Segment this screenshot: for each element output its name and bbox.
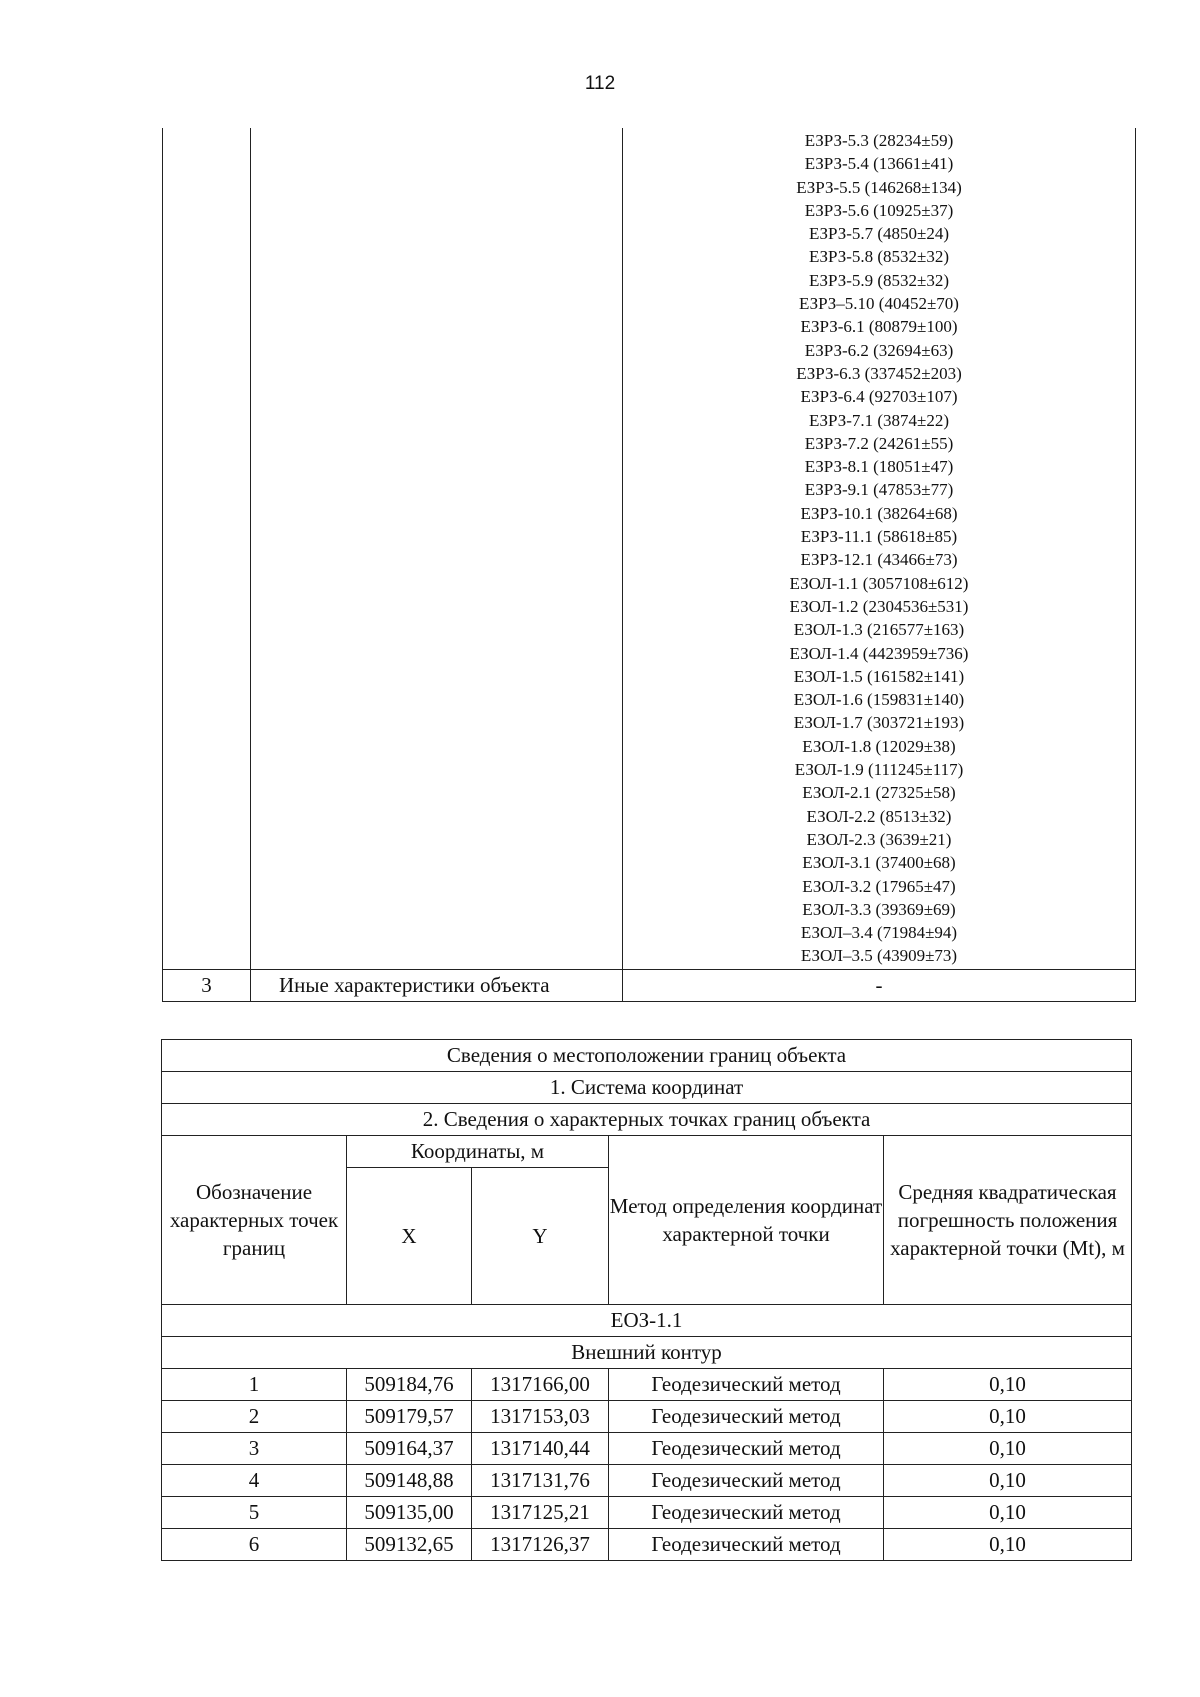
zone-entry: ЕЗРЗ-7.2 (24261±55)	[804, 433, 954, 453]
method-cell: Геодезический метод	[609, 1433, 884, 1465]
y-coordinate-cell: 1317140,44	[472, 1433, 609, 1465]
x-column-header: X	[347, 1168, 472, 1305]
characteristics-table	[162, 128, 1136, 1002]
contour-label: Внешний контур	[162, 1337, 1132, 1369]
zone-entry: ЕЗОЛ-2.3 (3639±21)	[806, 829, 952, 849]
error-cell: 0,10	[884, 1465, 1132, 1497]
method-cell: Геодезический метод	[609, 1497, 884, 1529]
y-column-header: Y	[472, 1168, 609, 1305]
zone-entry: ЕЗРЗ-7.1 (3874±22)	[808, 410, 950, 430]
boundary-table	[161, 1039, 1132, 1561]
zone-entry: ЕЗРЗ-5.6 (10925±37)	[804, 200, 954, 220]
y-coordinate-cell: 1317131,76	[472, 1465, 609, 1497]
zone-entry: ЕЗРЗ-5.5 (146268±134)	[796, 177, 962, 197]
zone-entry: ЕЗОЛ-1.5 (161582±141)	[793, 666, 965, 686]
x-coordinate-cell: 509135,00	[347, 1497, 472, 1529]
zones-list-cell	[623, 128, 1136, 969]
table-row	[162, 1433, 1132, 1465]
other-characteristics-row	[163, 969, 1136, 1001]
zone-entry: ЕЗОЛ–3.5 (43909±73)	[800, 946, 958, 966]
x-coordinate-cell: 509184,76	[347, 1369, 472, 1401]
error-cell: 0,10	[884, 1529, 1132, 1561]
zones-row-name-cell	[251, 128, 623, 969]
method-cell: Геодезический метод	[609, 1529, 884, 1561]
point-number-cell: 5	[162, 1497, 347, 1529]
table-row	[162, 1529, 1132, 1561]
zone-entry: ЕЗОЛ-2.1 (27325±58)	[802, 783, 956, 803]
x-coordinate-cell: 509132,65	[347, 1529, 472, 1561]
object-label: ЕОЗ-1.1	[162, 1305, 1132, 1337]
x-coordinate-cell: 509148,88	[347, 1465, 472, 1497]
characteristic-points-heading: 2. Сведения о характерных точках границ объекта	[162, 1104, 1132, 1136]
zone-entry: ЕЗОЛ-1.1 (3057108±612)	[789, 573, 969, 593]
points-column-header: Обозначение характерных точек границ	[162, 1136, 347, 1305]
zone-entry: ЕЗРЗ-9.1 (47853±77)	[804, 480, 954, 500]
table-row	[162, 1369, 1132, 1401]
zone-entry: ЕЗРЗ-5.7 (4850±24)	[808, 224, 950, 244]
zone-entry: ЕЗОЛ–3.4 (71984±94)	[800, 923, 958, 943]
zone-entry: ЕЗОЛ-3.1 (37400±68)	[802, 853, 956, 873]
point-number-cell: 1	[162, 1369, 347, 1401]
row-label: Иные характеристики объекта	[251, 969, 623, 1001]
method-cell: Геодезический метод	[609, 1401, 884, 1433]
zone-entry: ЕЗОЛ-1.7 (303721±193)	[793, 713, 965, 733]
zone-entry: ЕЗРЗ-12.1 (43466±73)	[800, 550, 958, 570]
zones-list	[623, 129, 1135, 968]
zone-entry: ЕЗРЗ-5.3 (28234±59)	[804, 131, 954, 150]
table-row	[162, 1465, 1132, 1497]
method-cell: Геодезический метод	[609, 1465, 884, 1497]
zone-entry: ЕЗОЛ-1.2 (2304536±531)	[789, 596, 969, 616]
page-number: 112	[584, 73, 616, 94]
method-column-header: Метод определения координат характерной точки	[609, 1136, 884, 1305]
error-cell: 0,10	[884, 1433, 1132, 1465]
y-coordinate-cell: 1317125,21	[472, 1497, 609, 1529]
method-cell: Геодезический метод	[609, 1369, 884, 1401]
point-number-cell: 3	[162, 1433, 347, 1465]
zone-entry: ЕЗОЛ-3.2 (17965±47)	[802, 876, 956, 896]
zone-entry: ЕЗРЗ-6.4 (92703±107)	[800, 387, 958, 407]
zone-entry: ЕЗРЗ-5.9 (8532±32)	[808, 270, 950, 290]
table-title: Сведения о местоположении границ объекта	[162, 1040, 1132, 1072]
zone-entry: ЕЗРЗ-6.2 (32694±63)	[804, 340, 954, 360]
error-column-header: Средняя квадратическая погрешность положения характерной точки (Mt), м	[884, 1136, 1132, 1305]
zone-entry: ЕЗОЛ-1.4 (4423959±736)	[789, 643, 969, 663]
zone-entry: ЕЗРЗ-5.4 (13661±41)	[804, 154, 954, 174]
coordinates-column-header: Координаты, м	[347, 1136, 609, 1168]
table-row	[162, 1401, 1132, 1433]
row-value: -	[623, 969, 1136, 1001]
zone-entry: ЕЗРЗ-11.1 (58618±85)	[800, 527, 958, 547]
zone-entry: ЕЗРЗ-10.1 (38264±68)	[800, 503, 958, 523]
zone-entry: ЕЗОЛ-1.9 (111245±117)	[794, 760, 964, 780]
x-coordinate-cell: 509179,57	[347, 1401, 472, 1433]
zones-row-num-cell	[163, 128, 251, 969]
error-cell: 0,10	[884, 1497, 1132, 1529]
zone-entry: ЕЗОЛ-3.3 (39369±69)	[802, 899, 956, 919]
zone-entry: ЕЗОЛ-2.2 (8513±32)	[806, 806, 952, 826]
point-number-cell: 2	[162, 1401, 347, 1433]
zone-entry: ЕЗРЗ–5.10 (40452±70)	[799, 294, 959, 314]
x-coordinate-cell: 509164,37	[347, 1433, 472, 1465]
zone-entry: ЕЗОЛ-1.3 (216577±163)	[793, 620, 965, 640]
row-number: 3	[163, 969, 251, 1001]
error-cell: 0,10	[884, 1369, 1132, 1401]
zone-entry: ЕЗОЛ-1.6 (159831±140)	[793, 690, 965, 710]
coordinate-system-heading: 1. Система координат	[162, 1072, 1132, 1104]
point-number-cell: 4	[162, 1465, 347, 1497]
table-row	[162, 1497, 1132, 1529]
zone-entry: ЕЗРЗ-6.3 (337452±203)	[796, 363, 962, 383]
point-number-cell: 6	[162, 1529, 347, 1561]
zone-entry: ЕЗОЛ-1.8 (12029±38)	[802, 736, 956, 756]
y-coordinate-cell: 1317126,37	[472, 1529, 609, 1561]
zones-row	[163, 128, 1136, 969]
error-cell: 0,10	[884, 1401, 1132, 1433]
y-coordinate-cell: 1317153,03	[472, 1401, 609, 1433]
y-coordinate-cell: 1317166,00	[472, 1369, 609, 1401]
zone-entry: ЕЗРЗ-6.1 (80879±100)	[800, 317, 958, 337]
zone-entry: ЕЗРЗ-8.1 (18051±47)	[804, 457, 954, 477]
zone-entry: ЕЗРЗ-5.8 (8532±32)	[808, 247, 950, 267]
points-body	[162, 1369, 1132, 1561]
